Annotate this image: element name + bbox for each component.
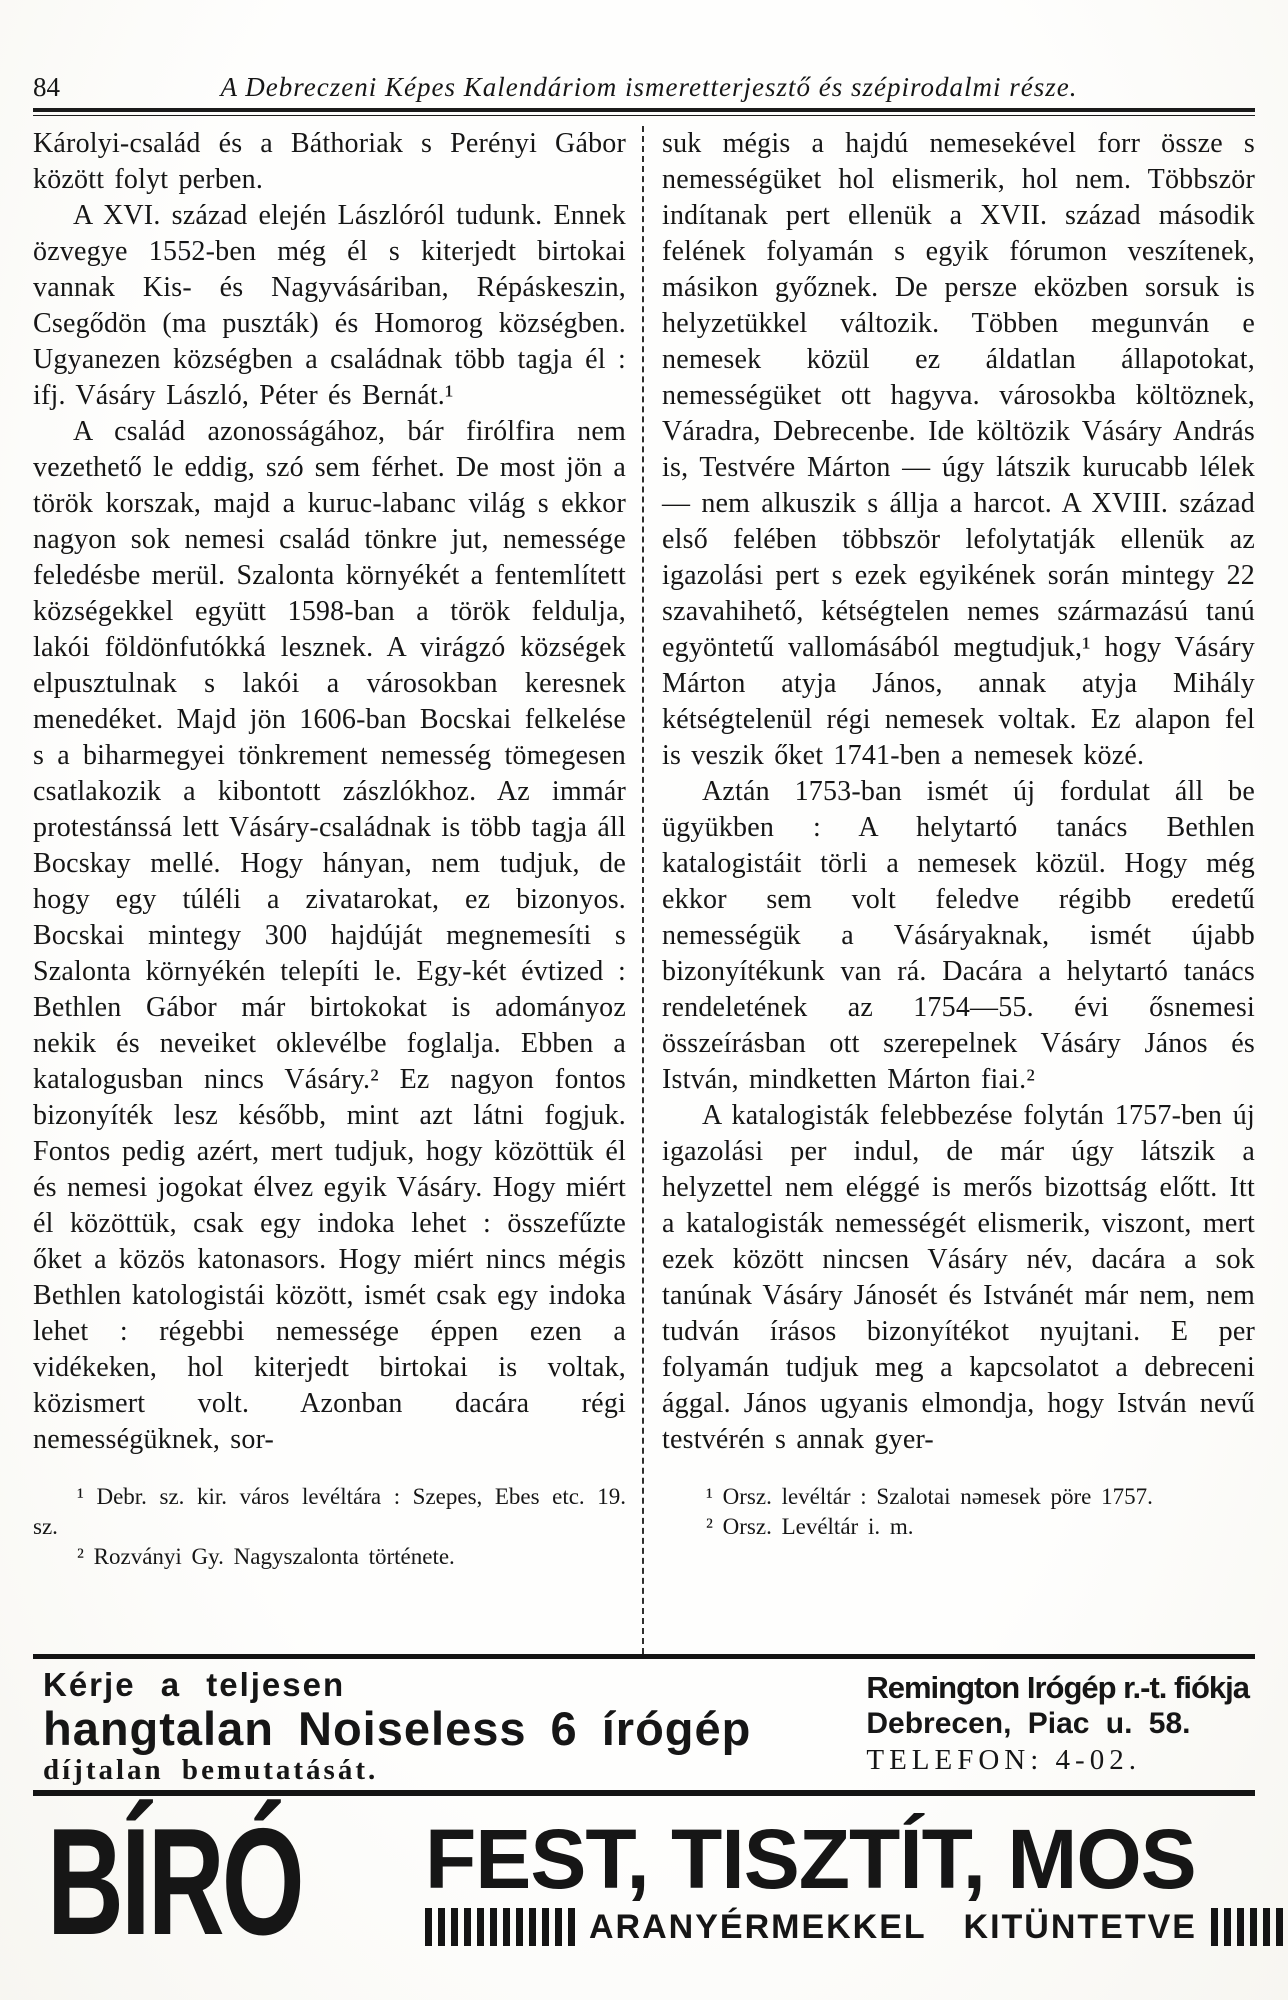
right-footnotes: [662, 1482, 1255, 1542]
advertiser-name: Remington Irógép r.-t. fiókja: [866, 1670, 1249, 1705]
biro-advertisement: [33, 1796, 1255, 1967]
ad-line: Kérje a teljesen: [43, 1666, 346, 1703]
paragraph: A család azonosságához, bár firólfira nem vezethető le eddig, szó sem férhet. De most jön a török korszak, majd a kuruc-labanc világ s ekkor nagyon sok nemesi család tönkre jut, nemessége feledésbe merül. Szalonta környékét a fentemlített községekkel együtt 1598-ban a török feldulja, lakói földönfutókká lesznek. A virágzó községek elpusztulnak s lakói a városokban keresnek menedéket. Majd jön 1606-ban Bocskai felkelése s a biharmegyei tönkrement nemesség tömegesen csatlakozik a kibontott zászlókhoz. Az immár protestánssá lett Vásáry-családnak is több tagja áll Bocskay mellé. Hogy hányan, nem tudjuk, de hogy egy túléli a zivatarokat, ez bizonyos. Bocskai mintegy 300 hajdúját megnemesíti s Szalonta környékén telepíti le. Egy-két évtized : Bethlen Gábor már birtokokat is adományoz nekik és neveiket oklevélbe foglalja. Ebben a katalogusban nincs Vásáry.² Ez nagyon fontos bizonyíték lesz később, mint azt látni fogjuk. Fontos pedig azért, mert tudjuk, hogy közöttük él és nemesi jogokat élvez egyik Vásáry. Hogy miért él közöttük, csak egy indoka lehet : összefűzte őket a közös katonasors. Hogy miért nincs mégis Bethlen katologistái között, ismét csak egy indoka lehet : régebbi nemessége éppen ezen a vidékeken, hol kiterjedt birtokai is voltak, közismert volt. Azonban dacára régi nemességüknek, sor-: [33, 416, 626, 1455]
ad-line: díjtalan bemutatását.: [43, 1753, 379, 1786]
typewriter-advertisement: [33, 1659, 1255, 1790]
award-text: ARANYÉRMEKKEL KITÜNTETVE: [589, 1907, 1197, 1946]
page-header: [33, 0, 1255, 103]
stripes-decoration-icon: [425, 1908, 575, 1946]
ad-headline: hangtalan Noiseless 6 írógép: [43, 1701, 752, 1755]
right-column: [644, 126, 1255, 1654]
biro-services: FEST, TISZTÍT, MOS: [425, 1812, 1196, 1906]
paragraph: Aztán 1753-ban ismét új fordulat áll be ügyükben : A helytartó tanács Bethlen katalogistáit törli a nemesek közül. Hogy még ekkor sem volt feledve régibb eredetű nemességük a Vásáryaknak, ismét újabb bizonyítékunk van rá. Dacára a helytartó tanács rendeletének az 1754—55. évi ősnemesi összeírásban ott szerepelnek Vásáry János és István, mindketten Márton fiai.²: [662, 776, 1255, 1095]
award-row: [425, 1908, 1288, 1947]
paragraph: A XVI. század elején Lászlóról tudunk. Ennek özvegye 1552-ben még él s kiterjedt birtokai vannak Kis- és Nagyvásáriban, Répáskeszin, Csegődön (ma puszták) és Homorog községben. Ugyanezen községben a családnak több tagja él : ifj. Vásáry László, Péter és Bernát.¹: [33, 200, 626, 411]
left-footnotes: [33, 1482, 626, 1572]
paragraph: A katalogisták felebbezése folytán 1757-ben új igazolási per indul, de már úgy látszik a helyzettel nem eléggé is merős bizottság előtt. Itt a katalogisták nemességét elismerik, viszont, mert ezek között nincsen Vásáry név, dacára a sok tanúnak Vásáry Jánosét és Istvánét már nem, nem tudván írásos bizonyítékot nyujtani. E per folyamán tudjuk meg a kapcsolatot a debreceni ággal. János ugyanis elmondja, hogy István nevű testvérén s annak gyer-: [662, 1100, 1255, 1455]
advertiser-address: Debrecen, Piac u. 58.: [866, 1706, 1191, 1740]
biro-brand-wrap: [47, 1797, 411, 1967]
stripes-decoration-icon: [1211, 1908, 1288, 1946]
article-body: [33, 126, 1255, 1654]
biro-services-block: [425, 1810, 1288, 1947]
typewriter-ad-contact: [866, 1668, 1249, 1784]
typewriter-ad-copy: [43, 1668, 866, 1784]
running-title: A Debreczeni Képes Kalendáriom ismeretterjesztő és szépirodalmi része.: [220, 72, 1078, 102]
paragraph: Károlyi-család és a Báthoriak s Perényi Gábor között folyt perben.: [33, 128, 626, 195]
footnote: ² Rozványi Gy. Nagyszalonta története.: [77, 1544, 455, 1569]
paragraph: suk mégis a hajdú nemesekével forr össze s nemességüket hol elismerik, hol nem. Többször indítanak pert ellenük a XVII. század második felének folyamán s egyik fórumon veszítenek, másikon győznek. De persze eközben sorsuk is helyzetükkel változik. Többen megunván e nemesek közül ez áldatlan állapotokat, nemességüket ott hagyva. városokba költöznek, Váradra, Debrecenbe. Ide költözik Vásáry András is, Testvére Márton — úgy látszik kurucabb lélek — nem alkuszik s állja a harcot. A XVIII. század első felében többször lefolytatják ellenük az igazolási pert s ezek egyikének során mintegy 22 szavahihető, kétségtelen nemes származású tanú egyöntetű vallomásából megtudjuk,¹ hogy Vásáry Márton atyja János, annak atyja Mihály kétségtelenül régi nemesek voltak. Ez alapon fel is veszik őket 1741-ben a nemesek közé.: [662, 128, 1255, 771]
header-rule: [33, 108, 1255, 116]
footnote: ² Orsz. Levéltár i. m.: [706, 1514, 914, 1539]
footnote: ¹ Debr. sz. kir. város levéltára : Szepes, Ebes etc. 19. sz.: [33, 1484, 626, 1539]
page-number: 84: [33, 72, 60, 102]
left-column: [33, 126, 642, 1654]
advertiser-phone: TELEFON: 4-02.: [866, 1743, 1141, 1776]
biro-brand: BÍRÓ: [47, 1797, 302, 1967]
footnote: ¹ Orsz. levéltár : Szalotai nəmesek pöre 1757.: [706, 1484, 1153, 1509]
